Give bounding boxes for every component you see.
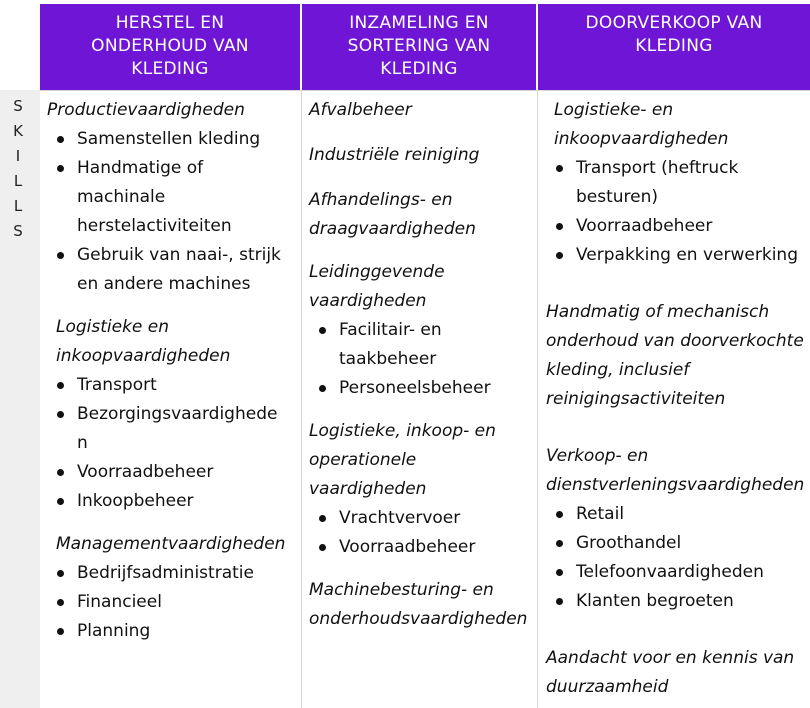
list-item: Voorraadbeheer [47, 458, 297, 487]
list-item: Facilitair- en taakbeheer [309, 316, 535, 374]
section-heading: Leidinggevende vaardigheden [309, 262, 445, 311]
section-heading: Aandacht voor en kennis van duurzaamheid [546, 648, 795, 697]
list-item: Retail [546, 500, 808, 529]
column-doorverkoop [546, 96, 808, 702]
list-item: Bedrijfsadministratie [47, 559, 297, 588]
header-line: SORTERING VAN [347, 36, 491, 56]
list-item: Samenstellen kleding [47, 125, 297, 154]
skill-list [47, 125, 297, 299]
list-item: Bezorgingsvaardighede n [47, 400, 297, 458]
side-letter: S [13, 97, 23, 115]
skills-vertical-label [0, 94, 36, 244]
list-item: Voorraadbeheer [546, 212, 808, 241]
side-letter: I [15, 147, 21, 165]
column-herstel-onderhoud [47, 96, 297, 646]
list-item: Inkoopbeheer [47, 487, 297, 516]
list-item: Voorraadbeheer [309, 533, 535, 562]
list-item: Planning [47, 617, 297, 646]
section-heading: Industriële reiniging [309, 145, 480, 165]
list-item: Gebruik van naai-, strijk en andere machines [47, 241, 297, 299]
list-item: Klanten begroeten [546, 587, 808, 616]
header-line: KLEDING [131, 59, 209, 79]
skill-list [309, 316, 535, 403]
list-item: Transport (heftruck besturen) [546, 154, 808, 212]
header-line: KLEDING [380, 59, 458, 79]
section-heading: Productievaardigheden [47, 100, 245, 120]
section-heading: Logistieke en inkoopvaardigheden [56, 317, 231, 366]
section-heading: Afvalbeheer [309, 100, 412, 120]
header-line: ONDERHOUD VAN [91, 36, 249, 56]
header-herstel-onderhoud [40, 4, 300, 90]
list-item: Personeelsbeheer [309, 374, 535, 403]
skill-list [546, 500, 808, 616]
side-letter: L [13, 172, 23, 190]
section-heading: Machinebesturing- en onderhoudsvaardigheden [309, 580, 528, 629]
side-letter: L [13, 197, 23, 215]
section-heading: Logistieke, inkoop- en operationele vaardigheden [309, 421, 496, 499]
section-heading: Afhandelings- en draagvaardigheden [309, 190, 476, 239]
column-divider [301, 90, 302, 708]
list-item: Groothandel [546, 529, 808, 558]
header-line: INZAMELING EN [349, 13, 489, 33]
list-item: Financieel [47, 588, 297, 617]
table-divider [40, 90, 810, 91]
list-item: Transport [47, 371, 297, 400]
side-letter: K [13, 122, 23, 140]
header-line: HERSTEL EN [115, 13, 225, 33]
skill-list [546, 154, 808, 270]
section-heading: Logistieke- en inkoopvaardigheden [554, 100, 729, 149]
skill-list [47, 559, 297, 646]
list-item: Telefoonvaardigheden [546, 558, 808, 587]
list-item: Verpakking en verwerking [546, 241, 808, 270]
section-heading: Managementvaardigheden [56, 534, 286, 554]
side-letter: S [13, 222, 23, 240]
header-inzameling-sortering [302, 4, 536, 90]
section-heading: Handmatig of mechanisch onderhoud van doorverkochte kleding, inclusief reinigingsactiviteiten [546, 302, 804, 409]
section-heading: Verkoop- en dienstverleningsvaardigheden [546, 446, 805, 495]
column-divider [537, 90, 538, 708]
skill-list [47, 371, 297, 516]
list-item: Handmatige of machinale herstelactiviteiten [47, 154, 297, 241]
list-item: Vrachtvervoer [309, 504, 535, 533]
skill-list [309, 504, 535, 562]
header-doorverkoop [538, 4, 810, 90]
column-inzameling-sortering [309, 96, 535, 634]
header-line: KLEDING [635, 36, 713, 56]
header-line: DOORVERKOOP VAN [585, 13, 763, 33]
